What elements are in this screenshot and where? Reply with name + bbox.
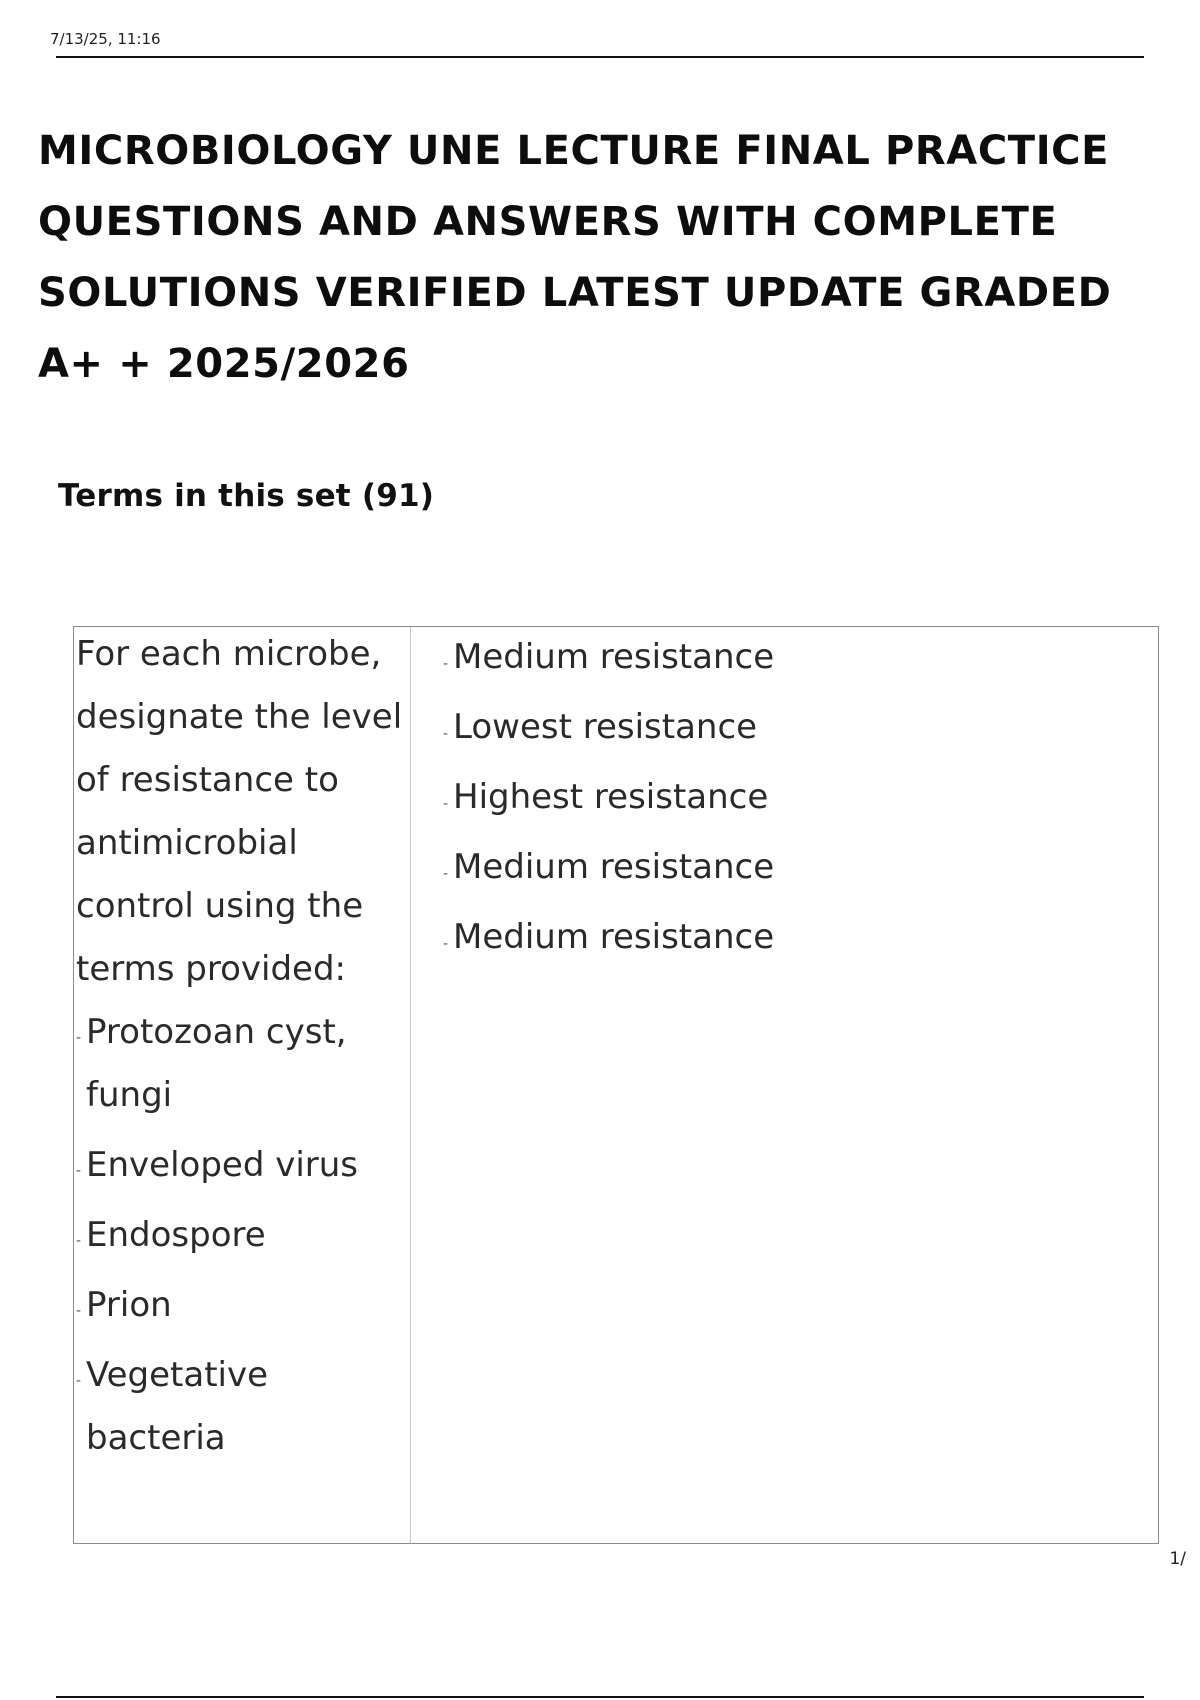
- definition-item-text: Medium resistance: [453, 917, 775, 957]
- list-item: [76, 1001, 410, 1127]
- term-column: [74, 627, 411, 1543]
- term-item-text: Vegetative bacteria: [86, 1355, 269, 1458]
- list-item: [76, 1204, 410, 1267]
- header-divider: [56, 56, 1144, 58]
- definition-column: [411, 627, 1158, 1543]
- list-item: [443, 832, 1158, 902]
- bullet-marker: -: [443, 656, 449, 672]
- definition-item-text: Medium resistance: [453, 847, 775, 887]
- flashcard-term-row: [73, 626, 1159, 1544]
- bullet-marker: -: [76, 1163, 82, 1179]
- definition-item-text: Highest resistance: [453, 777, 769, 817]
- bullet-marker: -: [443, 936, 449, 952]
- bullet-marker: -: [443, 866, 449, 882]
- list-item: [443, 762, 1158, 832]
- list-item: [443, 692, 1158, 762]
- list-item: [443, 622, 1158, 692]
- bullet-marker: -: [76, 1030, 82, 1046]
- bullet-marker: -: [76, 1233, 82, 1249]
- print-timestamp: 7/13/25, 11:16: [50, 30, 161, 48]
- term-items-list: [76, 1001, 410, 1470]
- term-item-text: Protozoan cyst, fungi: [86, 1012, 347, 1115]
- list-item: [76, 1274, 410, 1337]
- terms-count-heading: Terms in this set (91): [58, 478, 435, 514]
- definition-items-list: [443, 622, 1158, 972]
- list-item: [443, 902, 1158, 972]
- list-item: [76, 1344, 410, 1470]
- bullet-marker: -: [76, 1373, 82, 1389]
- bullet-marker: -: [76, 1303, 82, 1319]
- term-item-text: Enveloped virus: [86, 1145, 359, 1185]
- footer-divider: [56, 1696, 1144, 1698]
- bullet-marker: -: [443, 726, 449, 742]
- document-title: MICROBIOLOGY UNE LECTURE FINAL PRACTICE QUESTIONS AND ANSWERS WITH COMPLETE SOLUTIONS VERIFIED LATEST UPDATE GRADED A+ + 2025/2026: [38, 128, 1112, 387]
- term-item-text: Endospore: [86, 1215, 266, 1255]
- bullet-marker: -: [443, 796, 449, 812]
- definition-item-text: Medium resistance: [453, 637, 775, 677]
- term-prompt: For each microbe, designate the level of resistance to antimicrobial control using the terms provided:: [76, 634, 403, 989]
- list-item: [76, 1134, 410, 1197]
- page-number: 1/: [1169, 1549, 1186, 1569]
- definition-item-text: Lowest resistance: [453, 707, 758, 747]
- term-item-text: Prion: [86, 1285, 172, 1325]
